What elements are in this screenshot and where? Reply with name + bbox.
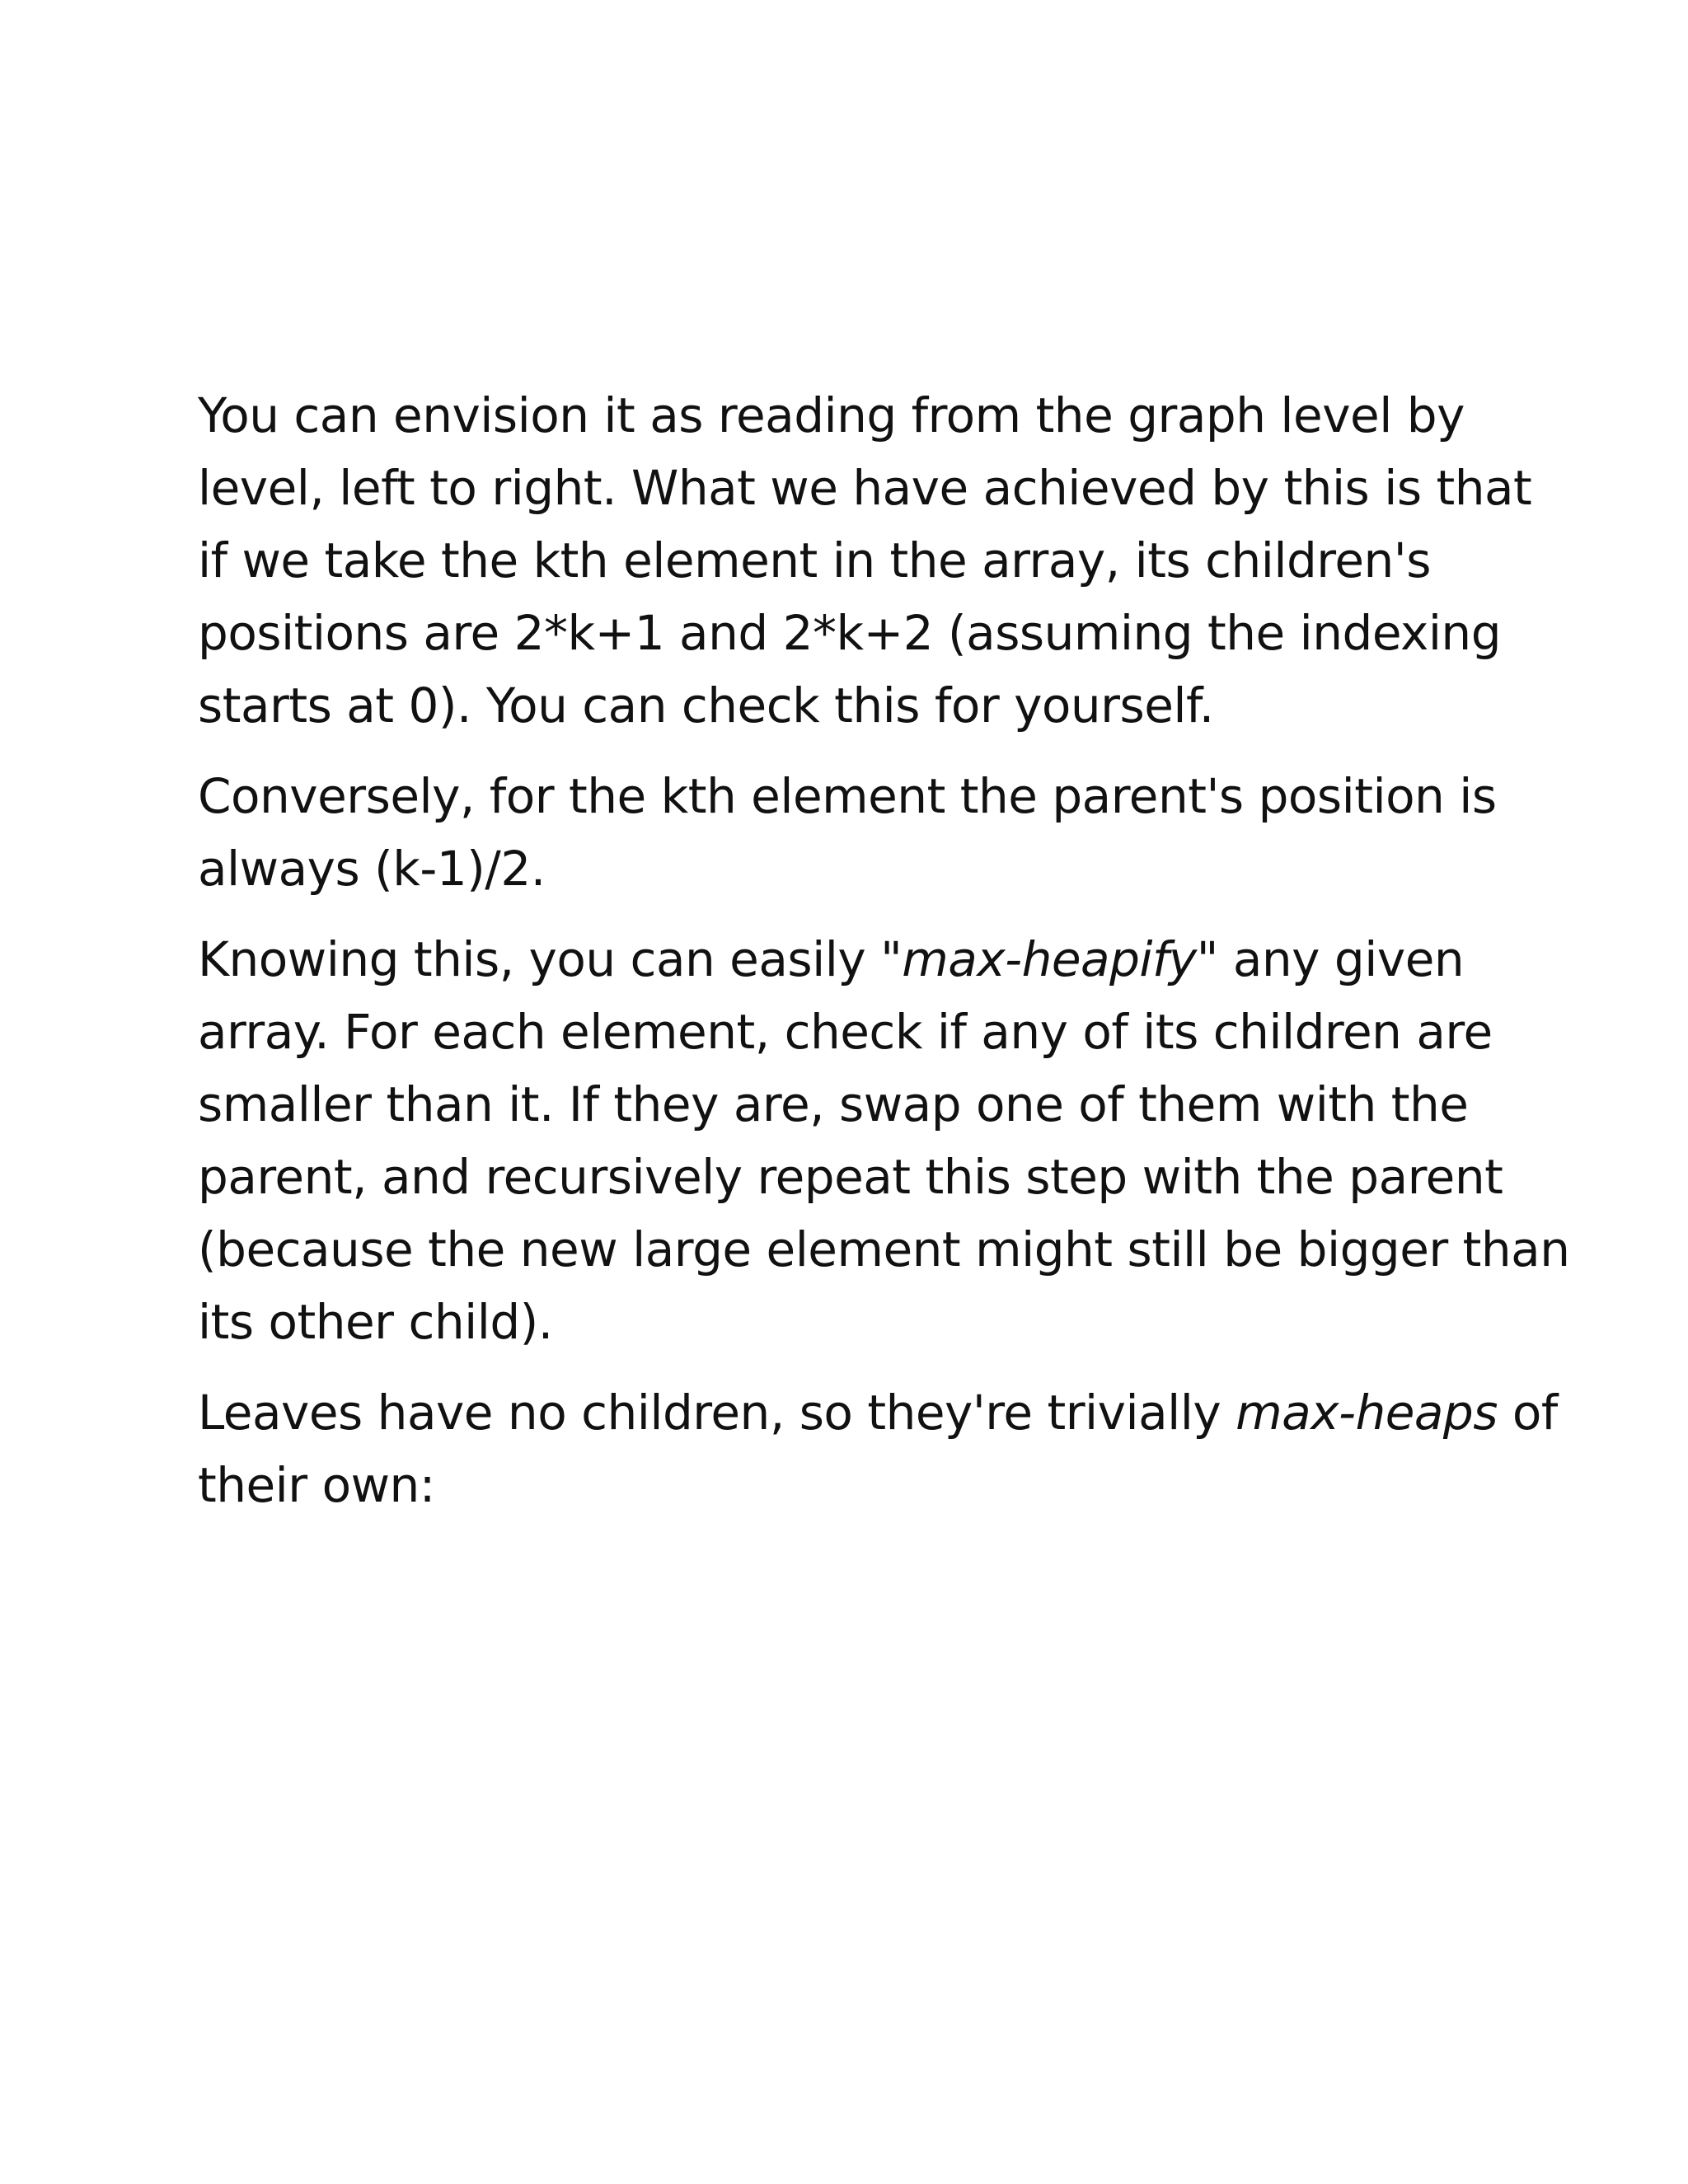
text-run: parent, and recursively repeat this step with the parent	[198, 1149, 1503, 1205]
text-run: its other child).	[198, 1294, 553, 1350]
italic-text-run: "max-heapify"	[880, 931, 1218, 987]
text-run: always (k-1)/2.	[198, 841, 546, 897]
text-line	[198, 996, 1517, 1068]
text-line	[198, 524, 1517, 597]
text-line	[198, 669, 1517, 742]
text-line	[198, 1141, 1517, 1213]
text-line	[198, 452, 1532, 524]
text-run: starts at 0). You can check this for yourself.	[198, 677, 1214, 733]
text-line	[198, 1068, 1517, 1141]
text-line	[198, 597, 1517, 669]
text-line	[198, 1376, 1558, 1449]
text-line	[198, 832, 1517, 905]
text-run: Conversely, for the kth element the parent's position is	[198, 768, 1497, 824]
text-run: positions are 2*k+1 and 2*k+2 (assuming the indexing	[198, 605, 1502, 661]
text-run: You can envision it as reading from the graph level by	[198, 387, 1465, 443]
paragraph	[198, 923, 1570, 1358]
text-run: Knowing this, you can easily	[198, 931, 881, 987]
text-line	[198, 1213, 1570, 1286]
paragraph	[198, 379, 1532, 742]
text-line	[198, 1286, 1517, 1358]
text-run: array. For each element, check if any of its children are	[198, 1004, 1493, 1060]
text-run: level, left to right. What we have achieved by this is that	[198, 460, 1532, 516]
text-run: of	[1497, 1385, 1558, 1441]
text-line	[198, 1449, 1517, 1521]
text-run: if we take the kth element in the array, its children's	[198, 532, 1431, 588]
text-line	[198, 923, 1517, 996]
text-run: any given	[1217, 931, 1465, 987]
document-body	[198, 379, 1570, 1540]
text-run: (because the new large element might still be bigger than	[198, 1221, 1570, 1277]
text-line	[198, 379, 1517, 452]
paragraph	[198, 1376, 1558, 1521]
italic-text-run: max-heaps	[1236, 1385, 1498, 1441]
text-run: smaller than it. If they are, swap one of them with the	[198, 1076, 1469, 1132]
paragraph	[198, 760, 1517, 905]
text-run: Leaves have no children, so they're trivially	[198, 1385, 1236, 1441]
text-run: their own:	[198, 1457, 435, 1513]
text-line	[198, 760, 1517, 832]
